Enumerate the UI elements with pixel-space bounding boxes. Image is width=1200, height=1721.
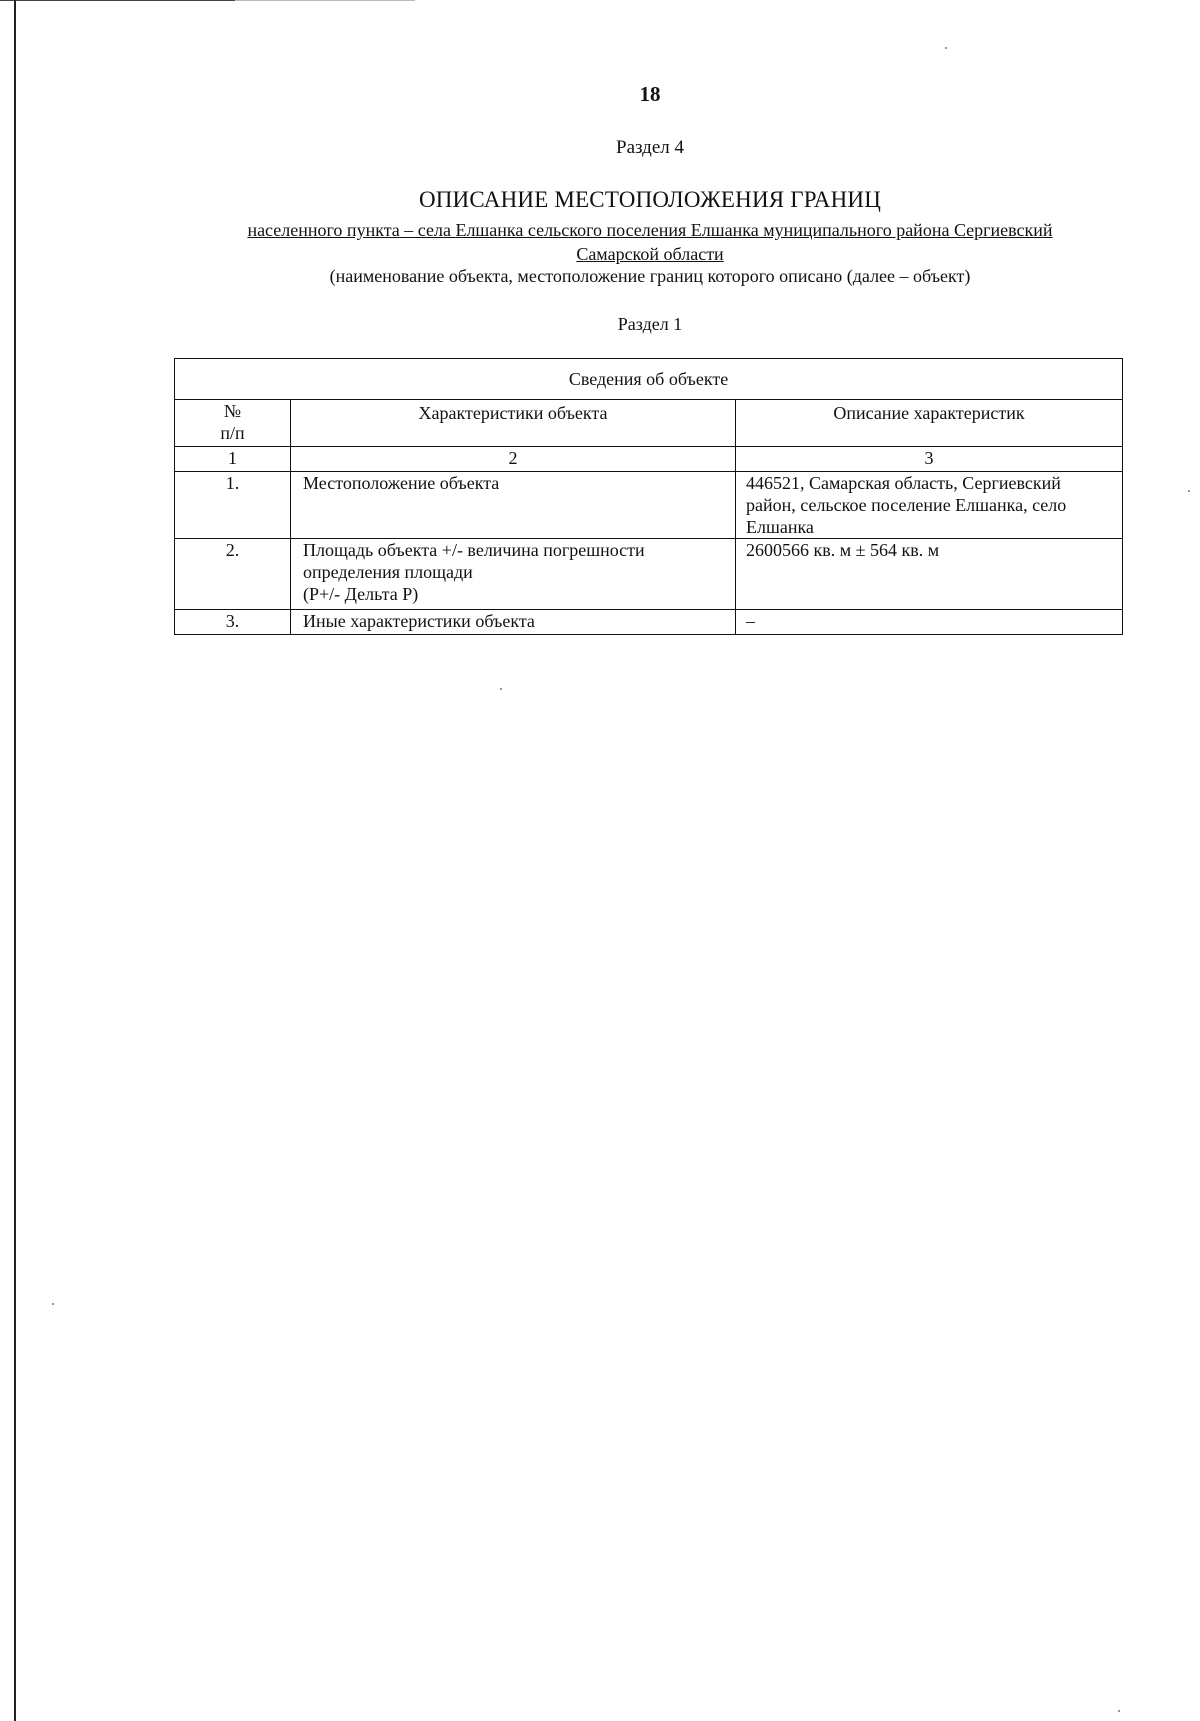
row-characteristic: Местоположение объекта (291, 472, 736, 539)
table-caption: Сведения об объекте (175, 359, 1123, 400)
object-info-table (174, 358, 1123, 635)
table-row (175, 610, 1123, 635)
object-name-caption: (наименование объекта, местоположение границ которого описано (далее – объект) (329, 266, 971, 286)
scan-speck (945, 47, 947, 49)
subsection-heading: Раздел 1 (617, 314, 683, 334)
header-number: № п/п (175, 400, 291, 447)
scan-speck (52, 1303, 54, 1305)
column-index: 2 (291, 447, 736, 472)
header-characteristic: Характеристики объекта (291, 400, 736, 447)
header-description: Описание характеристик (736, 400, 1123, 447)
row-description: 446521, Самарская область, Сергиевский район, сельское поселение Елшанка, село Елшанка (736, 472, 1123, 539)
object-name-line-2: Самарской области (576, 244, 724, 264)
row-number: 3. (175, 610, 291, 635)
object-name-line-1: населенного пункта – села Елшанка сельского поселения Елшанка муниципального района Сергиевский (247, 220, 1053, 240)
scan-speck (1188, 490, 1190, 492)
row-characteristic: Площадь объекта +/- величина погрешности определения площади (Р+/- Дельта Р) (291, 539, 736, 610)
object-name (170, 218, 1130, 266)
scan-speck (500, 688, 502, 690)
scan-left-edge (14, 0, 16, 1721)
document-title: ОПИСАНИЕ МЕСТОПОЛОЖЕНИЯ ГРАНИЦ (418, 187, 882, 212)
column-index: 1 (175, 447, 291, 472)
scan-top-border (0, 0, 1200, 2)
row-number: 1. (175, 472, 291, 539)
row-number: 2. (175, 539, 291, 610)
row-characteristic: Иные характеристики объекта (291, 610, 736, 635)
scan-speck (1118, 1710, 1120, 1712)
row-description: 2600566 кв. м ± 564 кв. м (736, 539, 1123, 610)
page-number: 18 (639, 82, 661, 106)
column-index: 3 (736, 447, 1123, 472)
section-heading: Раздел 4 (616, 137, 684, 158)
table-row (175, 472, 1123, 539)
row-description: – (736, 610, 1123, 635)
table-row (175, 539, 1123, 610)
